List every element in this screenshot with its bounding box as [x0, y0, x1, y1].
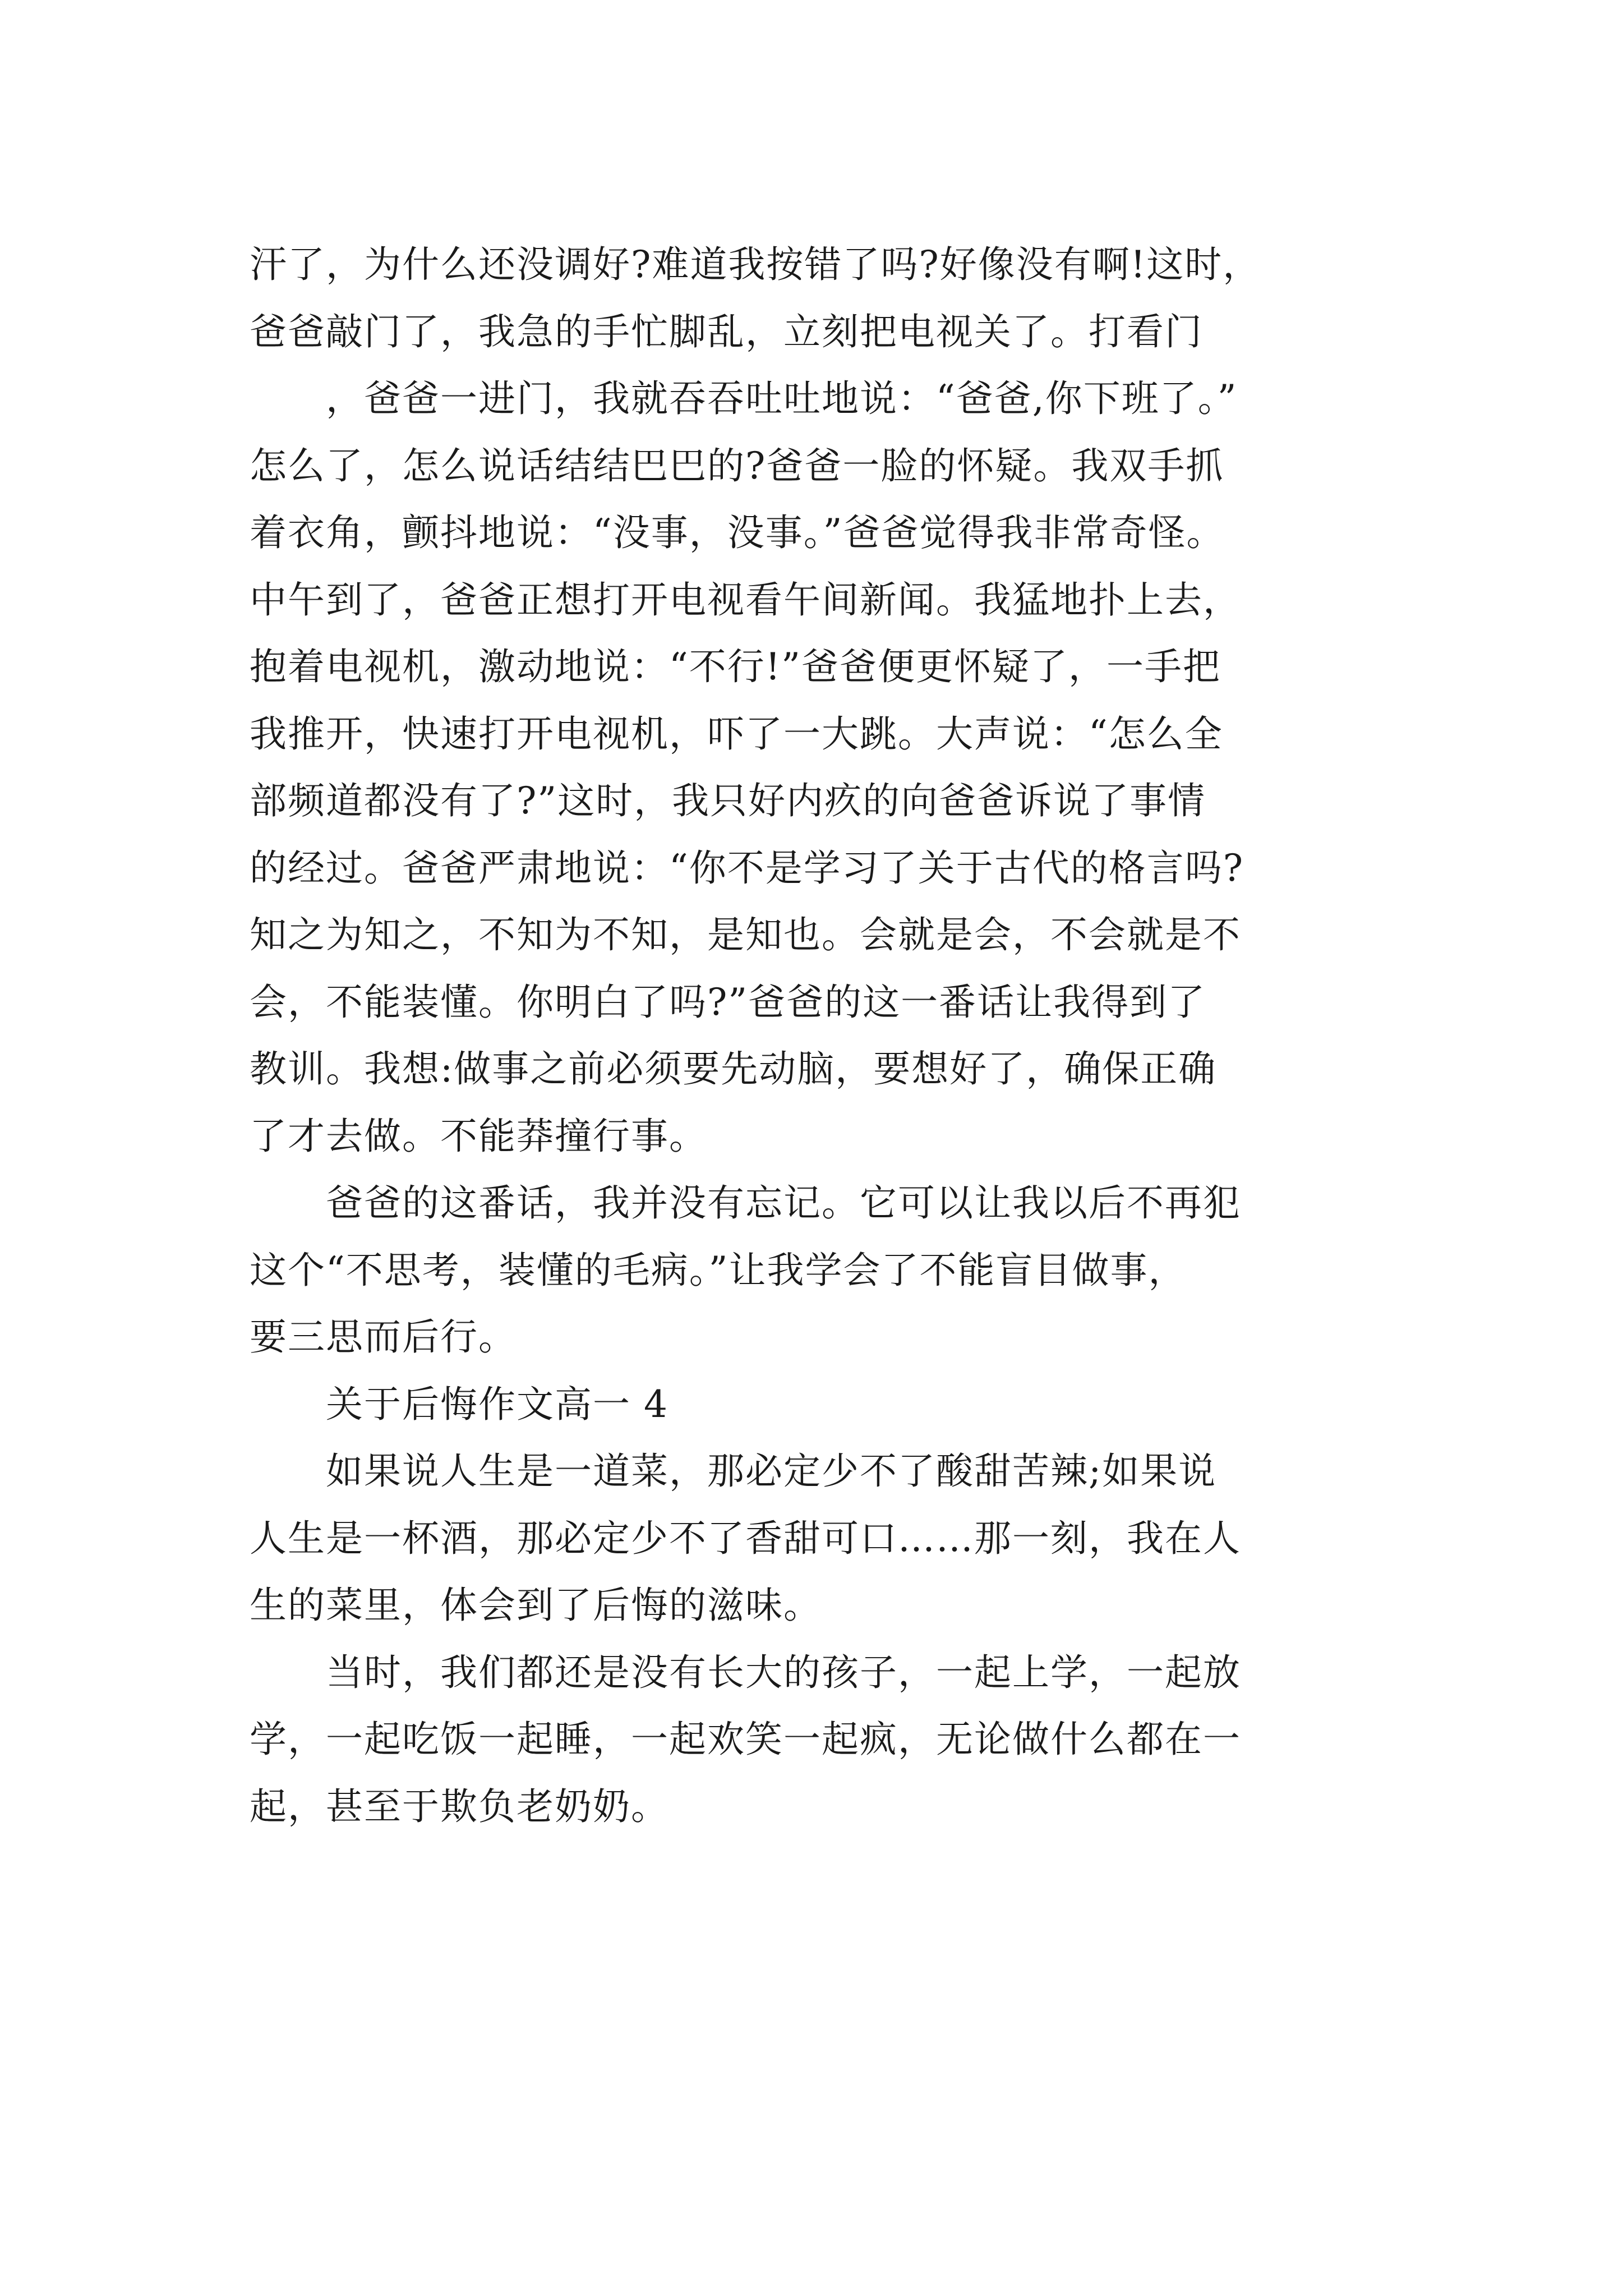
text-line: 的经过。爸爸严肃地说：“你不是学习了关于古代的格言吗?: [250, 846, 1244, 890]
essay-text: [250, 231, 1377, 1840]
text-line: 爸爸敲门了，我急的手忙脚乱，立刻把电视关了。打看门: [250, 310, 1203, 353]
text-line: 教训。我想:做事之前必须要先动脑，要想好了，确保正确: [250, 1047, 1217, 1091]
text-line: 着衣角，颤抖地说：“没事，没事。”爸爸觉得我非常奇怪。: [250, 511, 1225, 554]
section-heading: 关于后悔作文高一 4: [250, 1382, 668, 1426]
text-line: 怎么了，怎么说话结结巴巴的?爸爸一脸的怀疑。我双手抓: [250, 444, 1224, 487]
text-line: 生的菜里，体会到了后悔的滋味。: [250, 1584, 822, 1627]
text-line: 如果说人生是一道菜，那必定少不了酸甜苦辣;如果说: [250, 1450, 1217, 1493]
text-line: 部频道都没有了?”这时，我只好内疚的向爸爸诉说了事情: [250, 779, 1206, 822]
text-line: ，爸爸一进门，我就吞吞吐吐地说：“爸爸,你下班了。”: [250, 377, 1238, 420]
text-line: 这个“不思考，装懂的毛病。”让我学会了不能盲目做事，: [250, 1248, 1187, 1292]
text-line: 要三思而后行。: [250, 1315, 517, 1359]
text-line: 汗了，为什么还没调好?难道我按错了吗?好像没有啊!这时，: [250, 243, 1261, 286]
text-line: 知之为知之，不知为不知，是知也。会就是会，不会就是不: [250, 913, 1241, 956]
text-line: 起，甚至于欺负老奶奶。: [250, 1784, 669, 1828]
text-line: 我推开，快速打开电视机，吓了一大跳。大声说：“怎么全: [250, 712, 1223, 756]
text-line: 了才去做。不能莽撞行事。: [250, 1114, 707, 1158]
text-line: 爸爸的这番话，我并没有忘记。它可以让我以后不再犯: [250, 1181, 1241, 1225]
text-line: 当时，我们都还是没有长大的孩子，一起上学，一起放: [250, 1650, 1241, 1694]
text-line: 中午到了，爸爸正想打开电视看午间新闻。我猛地扑上去，: [250, 578, 1241, 622]
text-line: 会，不能装懂。你明白了吗?”爸爸的这一番话让我得到了: [250, 980, 1206, 1024]
text-line: 抱着电视机，激动地说：“不行!”爸爸便更怀疑了，一手把: [250, 645, 1221, 688]
text-line: 人生是一杯酒，那必定少不了香甜可口……那一刻，我在人: [250, 1516, 1241, 1560]
text-line: 学，一起吃饭一起睡，一起欢笑一起疯，无论做什么都在一: [250, 1718, 1241, 1761]
